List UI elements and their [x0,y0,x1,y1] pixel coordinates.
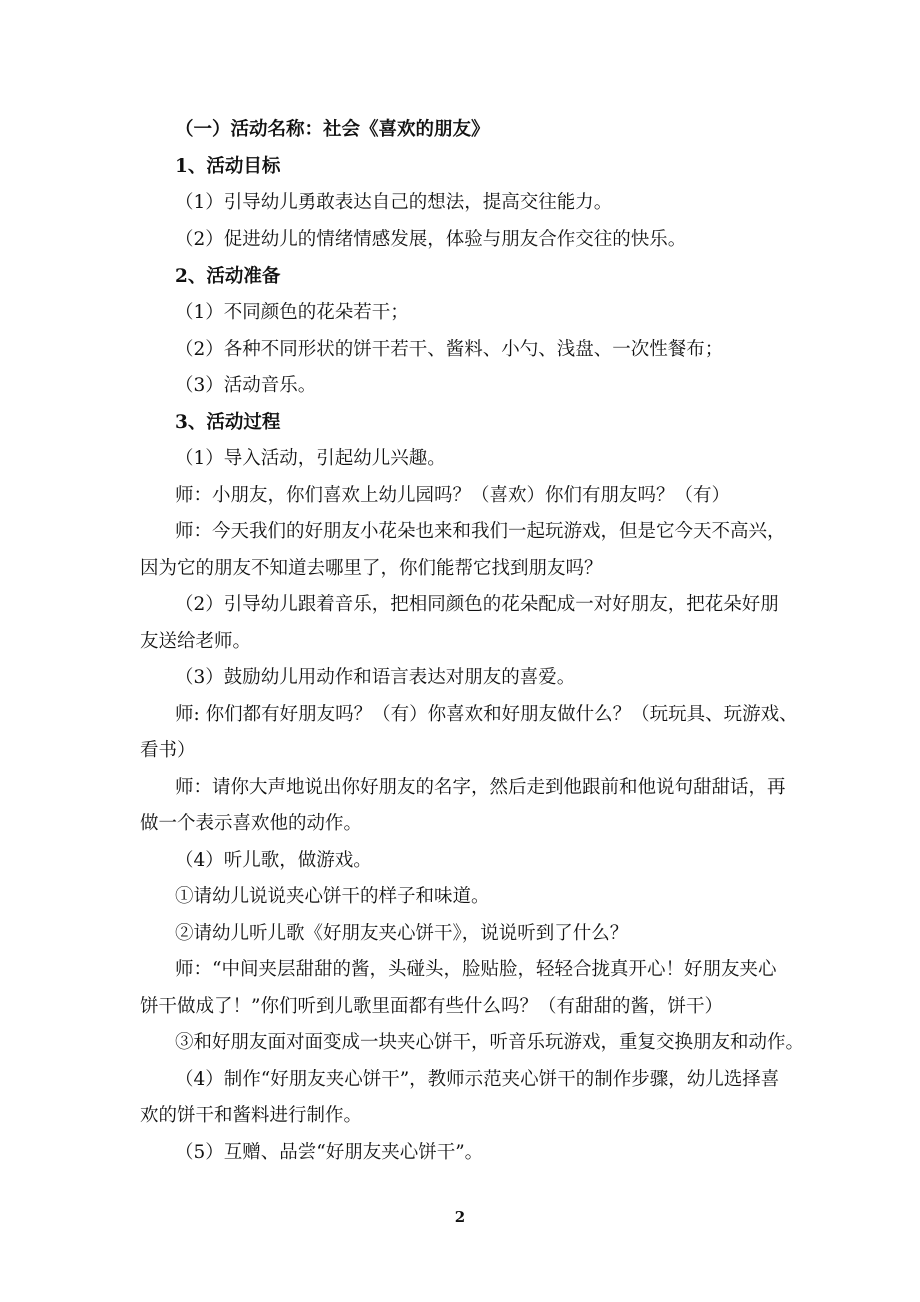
process-step-4b-line-2: 欢的饼干和酱料进行制作。 [140,1105,363,1126]
prep-item-1: （1）不同颜色的花朵若干； [175,302,409,323]
teacher-dialogue-5-line-1: 师：“中间夹层甜甜的酱，头碰头，脸贴脸，轻轻合拢真开心！好朋友夹心 [175,959,777,980]
sub-step-3: ③和好朋友面对面变成一块夹心饼干，听音乐玩游戏，重复交换朋友和动作。 [175,1032,805,1053]
teacher-dialogue-1: 师：小朋友，你们喜欢上幼儿园吗？（喜欢）你们有朋友吗？（有） [175,485,731,506]
process-step-4: （4）听儿歌，做游戏。 [175,850,372,871]
teacher-dialogue-3-line-2: 看书） [140,740,196,761]
process-step-4b-line-1: （4）制作“好朋友夹心饼干”，教师示范夹心饼干的制作步骤，幼儿选择喜 [175,1069,780,1090]
section-title-process: 3、活动过程 [175,412,281,433]
sub-step-1: ①请幼儿说说夹心饼干的样子和味道。 [175,886,490,907]
teacher-dialogue-4-line-2: 做一个表示喜欢他的动作。 [140,813,363,834]
process-step-3: （3）鼓励幼儿用动作和语言表达对朋友的喜爱。 [175,667,576,688]
teacher-dialogue-2-line-2: 因为它的朋友不知道去哪里了，你们能帮它找到朋友吗？ [140,558,603,579]
teacher-dialogue-4-line-1: 师：请你大声地说出你好朋友的名字，然后走到他跟前和他说句甜甜话，再 [175,777,786,798]
prep-item-3: （3）活动音乐。 [175,375,317,396]
page-number: 2 [454,1208,466,1226]
teacher-dialogue-3-line-1: 师: 你们都有好朋友吗？（有）你喜欢和好朋友做什么？（玩玩具、玩游戏、 [175,704,798,725]
process-step-2-line-2: 友送给老师。 [140,631,252,652]
goal-item-1: （1）引导幼儿勇敢表达自己的想法，提高交往能力。 [175,192,613,213]
process-step-2-line-1: （2）引导幼儿跟着音乐，把相同颜色的花朵配成一对好朋友，把花朵好朋 [175,594,779,615]
process-step-1: （1）导入活动，引起幼儿兴趣。 [175,448,446,469]
teacher-dialogue-5-line-2: 饼干做成了！”你们听到儿歌里面都有些什么吗？（有甜甜的酱，饼干） [140,996,723,1017]
document-heading: （一）活动名称：社会《喜欢的朋友》 [175,119,490,140]
prep-item-2: （2）各种不同形状的饼干若干、酱料、小勺、浅盘、一次性餐布； [175,339,724,360]
process-step-5: （5）互赠、品尝“好朋友夹心饼干”。 [175,1142,484,1163]
goal-item-2: （2）促进幼儿的情绪情感发展，体验与朋友合作交往的快乐。 [175,229,687,250]
section-title-goals: 1、活动目标 [175,156,281,177]
teacher-dialogue-2-line-1: 师：今天我们的好朋友小花朵也来和我们一起玩游戏，但是它今天不高兴， [175,521,786,542]
section-title-preparation: 2、活动准备 [175,266,281,287]
sub-step-2: ②请幼儿听儿歌《好朋友夹心饼干》，说说听到了什么？ [175,923,629,944]
